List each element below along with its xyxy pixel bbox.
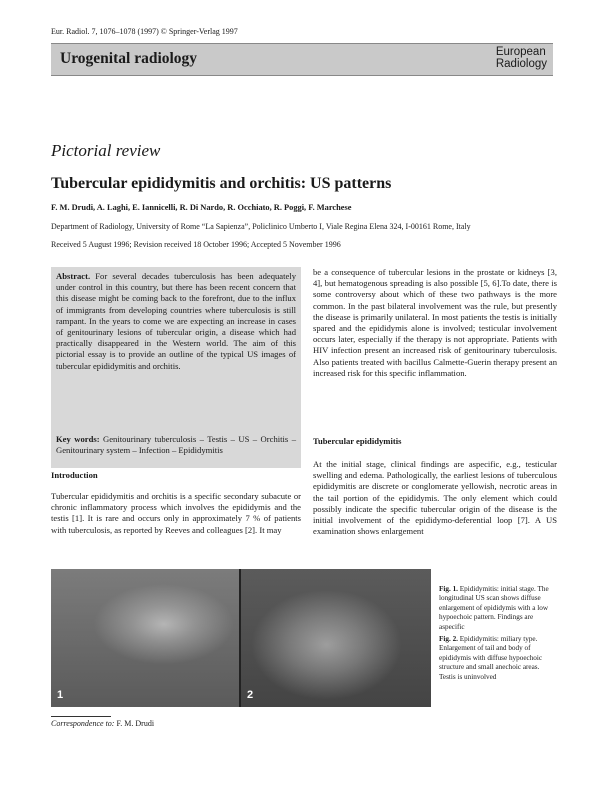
keywords-label: Key words: [56,434,100,444]
figure-1-caption [439,585,551,632]
article-title: Tubercular epididymitis and orchitis: US patterns [51,175,392,192]
section-title: Urogenital radiology [60,50,198,67]
footnote-rule [51,716,111,717]
abstract-text: For several decades tuberculosis has been adequately under control in this country, but there has been recent concern that this disease might be coming back to the forefront, due to the influx of immigrants from developing countries where tuberculosis is still rampant. In the years to come we are expecting an increase in cases of genitourinary lesions of tubercular origin, a disease which had practically disappeared in the Western world. The aim of this pictorial essay is to provide an outline of the typical US images of tubercular epididymitis and orchitis. [56,271,296,371]
intro-text: Tubercular epididymitis and orchitis is a specific secondary subacute or chronic inflammatory process which involves the epididymis and the testis [1]. It is rare and occurs only in approximately 7 % of patients with tuberculosis, as reported by Reeves and colleagues [2]. It may [51,491,301,535]
received-dates: Received 5 August 1996; Revision received 18 October 1996; Accepted 5 November 1996 [51,240,341,249]
figure-captions [439,585,551,685]
figure-1-caption-text: Epididymitis: initial stage. The longitudinal US scan shows diffuse enlargement of epididymis with a low hypoechoic pattern. Findings are aspecific [439,585,549,631]
figure-1-number: 1 [57,689,64,701]
correspondence-label: Correspondence to: [51,719,115,728]
correspondence [51,719,154,728]
figure-2-caption-text: Epididymitis: miliary type. Enlargement of tail and body of epididymis with diffuse hypoechoic structure and small anechoic areas. Testis is uninvolved [439,635,543,681]
abstract [56,271,296,372]
figure-2-label: Fig. 2. [439,635,458,644]
tb-epididymitis-text: At the initial stage, clinical findings are aspecific, e.g., testicular swelling and edema. Pathologically, the earliest lesions of tuberculous epididymitis are discrete or conglomerate yellowish, necrotic areas in the tail portion of the epididymis. The only element which could possibly indicate the specific tubercular origin of the disease is the initial involvement of the epididymo-deferential loop [7]. A US examination shows enlargement [313,459,557,537]
abstract-box [51,267,301,468]
tb-epididymitis-heading: Tubercular epididymitis [313,436,402,446]
affiliation: Department of Radiology, University of Rome “La Sapienza”, Policlinico Umberto I, Viale Regina Elena 324, I-00161 Rome, Italy [51,222,471,231]
figure-panel [51,569,431,707]
figure-1-label: Fig. 1. [439,585,458,593]
figure-2-image [241,569,431,707]
article-type: Pictorial review [51,141,161,160]
intro-heading: Introduction [51,470,98,480]
figure-2-caption [439,635,551,682]
journal-name [496,46,547,70]
keywords-text: Genitourinary tuberculosis – Testis – US – Orchitis – Genitourinary system – Infection – Epididymitis [56,434,296,456]
running-header: Eur. Radiol. 7, 1076–1078 (1997) © Springer-Verlag 1997 [51,27,238,36]
section-banner [51,43,553,76]
figure-2-number: 2 [247,689,254,701]
authors: F. M. Drudi, A. Laghi, E. Iannicelli, R. Di Nardo, R. Occhiato, R. Poggi, F. Marchese [51,203,352,212]
right-column-text: be a consequence of tubercular lesions in the prostate or kidneys [3, 4], but hematogenous spreading is also possible [5, 6].To date, there is some controversy about which of these two pathways is the more common. In the past bilateral involvement was the rule, but presently the disease is primarily unilateral. In most patients the testis is initially spared and the epididymis alone is involved; testicular involvement occurs later, especially if the therapy is not appropriate. Patients with HIV infection present an increased risk of genitourinary tuberculosis. Also patients treated with bacillus Calmette-Guerin therapy present an increased risk for this specific inflammation. [313,267,557,378]
abstract-label: Abstract. [56,271,91,281]
figure-1-image [51,569,239,707]
journal-name-line1: European [495,46,546,58]
journal-name-line2: Radiology [495,58,547,70]
keywords [56,434,296,456]
correspondence-name: F. M. Drudi [116,719,155,728]
